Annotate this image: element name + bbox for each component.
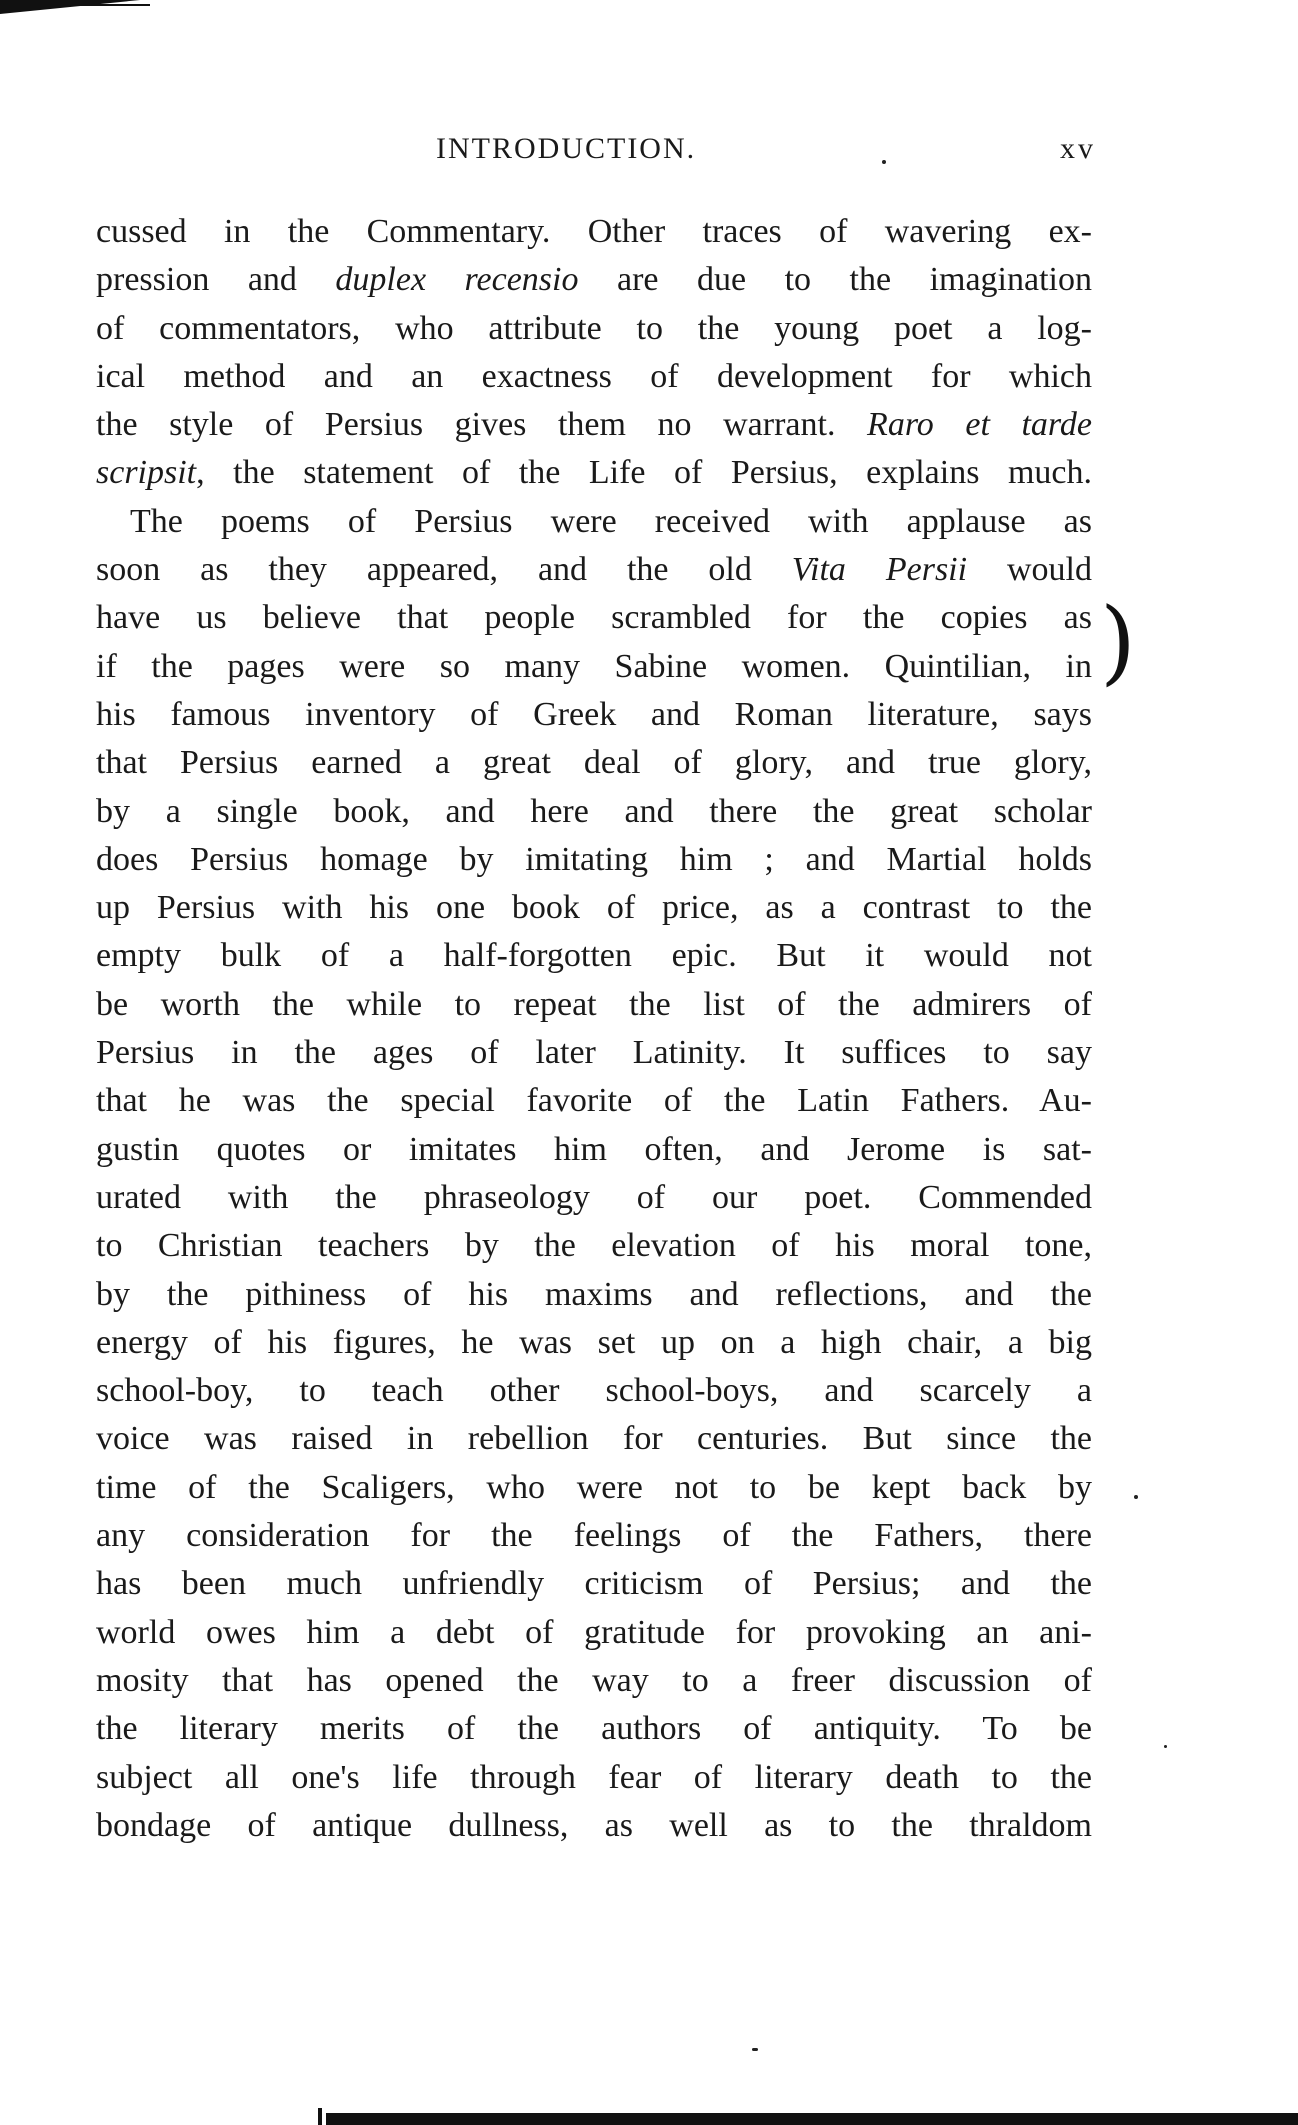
text-line: mosity that has opened the way to a freer discussion of: [96, 1661, 1092, 1699]
margin-brace-mark: ): [1100, 588, 1136, 695]
text-line: world owes him a debt of gratitude for provoking an ani-: [96, 1613, 1092, 1651]
text-line: Persius in the ages of later Latinity. It suffices to say: [96, 1034, 1092, 1072]
text-line: empty bulk of a half-forgotten epic. But it would not: [96, 937, 1092, 975]
text-line: that he was the special favorite of the Latin Fathers. Au-: [96, 1082, 1092, 1120]
text-line: has been much unfriendly criticism of Persius; and the: [96, 1565, 1092, 1603]
text-line: time of the Scaligers, who were not to be kept back by: [96, 1468, 1092, 1506]
text-line: energy of his figures, he was set up on a high chair, a big: [96, 1323, 1092, 1361]
body-text: [96, 208, 1092, 1850]
text-line: have us believe that people scrambled for the copies as: [96, 599, 1092, 637]
text-line: that Persius earned a great deal of glory, and true glory,: [96, 744, 1092, 782]
italic-phrase: duplex recensio: [335, 261, 579, 299]
text-line: The poems of Persius were received with applause as: [130, 502, 1092, 540]
text-line: by the pithiness of his maxims and reflections, and the: [96, 1275, 1092, 1313]
bottom-scan-bar: [326, 2113, 1298, 2125]
text-line: be worth the while to repeat the list of the admirers of: [96, 985, 1092, 1023]
text-line: urated with the phraseology of our poet. Commended: [96, 1178, 1092, 1216]
text-line: ical method and an exactness of development for which: [96, 357, 1092, 395]
corner-scan-line: [0, 4, 150, 6]
text-line: school-boy, to teach other school-boys, and scarcely a: [96, 1372, 1092, 1410]
text-line: scripsit, the statement of the Life of Persius, explains much.: [96, 454, 1092, 492]
text-line: by a single book, and here and there the great scholar: [96, 792, 1092, 830]
text-line: soon as they appeared, and the old Vita Persii would: [96, 551, 1092, 589]
text-line: subject all one's life through fear of literary death to the: [96, 1758, 1092, 1796]
bottom-scan-tick: [318, 2108, 322, 2125]
text-line: cussed in the Commentary. Other traces of wavering ex-: [96, 213, 1092, 250]
page-title: INTRODUCTION.: [436, 132, 697, 165]
text-line: his famous inventory of Greek and Roman literature, says: [96, 695, 1092, 733]
stray-mark: [882, 160, 886, 164]
italic-phrase: scripsit: [96, 454, 197, 492]
page-number: xv: [1060, 132, 1096, 165]
text-line: the style of Persius gives them no warrant. Raro et tarde: [96, 406, 1092, 444]
text-line: the literary merits of the authors of antiquity. To be: [96, 1710, 1092, 1748]
text-line: if the pages were so many Sabine women. Quintilian, in: [96, 647, 1092, 685]
stray-mark: [752, 2048, 758, 2051]
text-line: any consideration for the feelings of the Fathers, there: [96, 1517, 1092, 1555]
stray-mark: [1164, 1745, 1167, 1748]
text-line: of commentators, who attribute to the young poet a log-: [96, 309, 1092, 347]
text-line: pression and duplex recensio are due to the imagination: [96, 261, 1092, 299]
italic-phrase: Raro et tarde: [867, 406, 1092, 444]
text-line: gustin quotes or imitates him often, and Jerome is sat-: [96, 1130, 1092, 1168]
text-line: bondage of antique dullness, as well as to the thraldom: [96, 1806, 1092, 1844]
corner-scan-mark: [0, 0, 140, 14]
text-line: up Persius with his one book of price, as a contrast to the: [96, 889, 1092, 927]
running-head: [96, 132, 1096, 172]
stray-mark: [1134, 1495, 1138, 1499]
text-line: voice was raised in rebellion for centuries. But since the: [96, 1420, 1092, 1458]
italic-phrase: Vita Persii: [791, 551, 968, 589]
text-line: does Persius homage by imitating him ; and Martial holds: [96, 840, 1092, 878]
text-line: to Christian teachers by the elevation of his moral tone,: [96, 1227, 1092, 1265]
